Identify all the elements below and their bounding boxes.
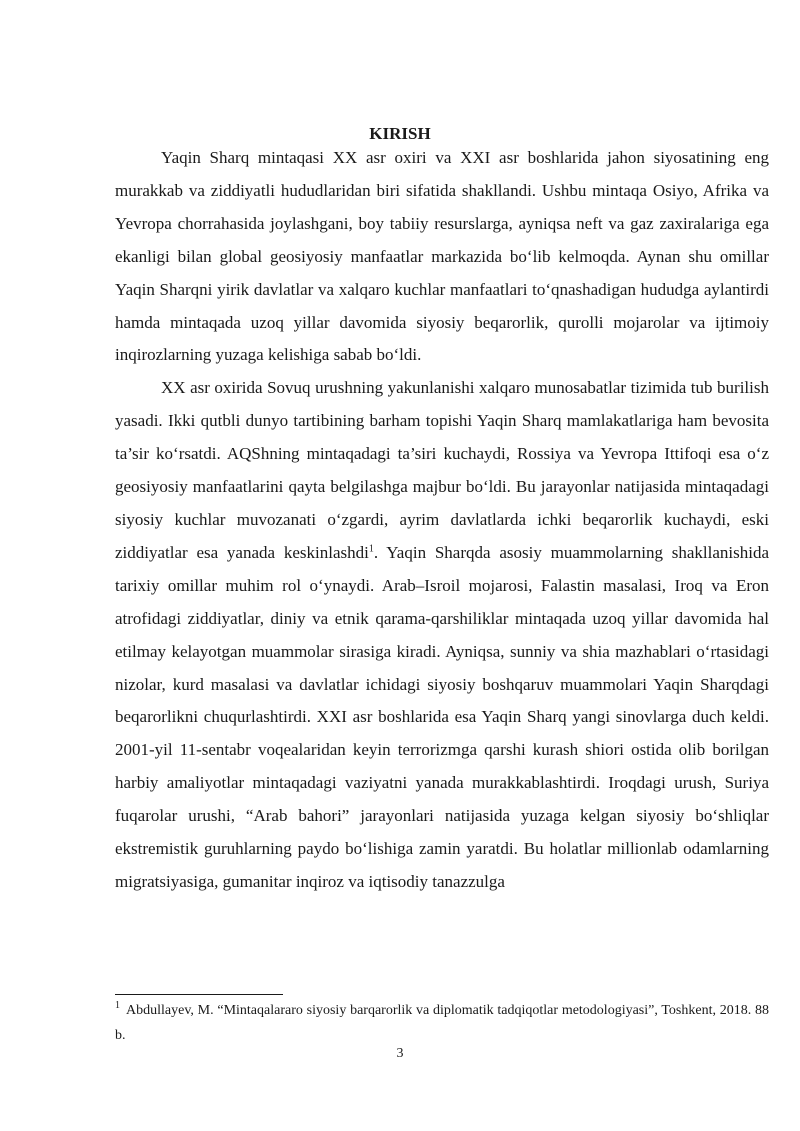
footnote	[115, 998, 769, 1048]
footnote-reference[interactable]: 1	[368, 543, 374, 555]
paragraph: Yaqin Sharq mintaqasi XX asr oxiri va XXI asr boshlarida jahon siyosatining eng murakkab va ziddiyatli hududlaridan biri sifatida shakllandi. Ushbu mintaqa Osiyo, Afrika va Yevropa chorrahasida joylashgani, boy tabiiy resurslarga, ayniqsa neft va gaz zaxiralariga ega ekanligi bilan global geosiyosiy manfaatlar markazida bo‘lib kelmoqda. Aynan shu omillar Yaqin Sharqni yirik davlatlar va xalqaro kuchlar manfaatlari to‘qnashadigan hududga aylantirdi hamda mintaqada uzoq yillar davomida siyosiy beqarorlik, qurolli mojarolar va ijtimoiy inqirozlarning yuzaga kelishiga sabab bo‘ldi.	[115, 148, 769, 365]
footnote-text: Abdullayev, M. “Mintaqalararo siyosiy barqarorlik va diplomatik tadqiqotlar metodologiyasi”, Toshkent, 2018. 88 b.	[115, 1003, 769, 1043]
footnote-number: 1	[115, 1000, 120, 1012]
paragraph	[115, 372, 769, 899]
paragraph-text: XX asr oxirida Sovuq urushning yakunlanishi xalqaro munosabatlar tizimida tub burilish yasadi. Ikki qutbli dunyo tartibining barham topishi Yaqin Sharq mamlakatlariga ham bevosita ta’sir ko‘rsatdi. AQShning mintaqadagi ta’siri kuchaydi, Rossiya va Yevropa Ittifoqi esa o‘z geosiyosiy manfaatlarini qayta belgilashga majbur bo‘ldi. Bu jarayonlar natijasida mintaqadagi siyosiy kuchlar muvozanati o‘zgardi, ayrim davlatlarda ichki beqarorlik kuchaydi, eski ziddiyatlar esa yanada keskinlashdi	[115, 378, 769, 562]
section-heading: KIRISH	[369, 124, 431, 143]
paragraph-text: . Yaqin Sharqda asosiy muammolarning shakllanishida tarixiy omillar muhim rol o‘ynaydi. Arab–Isroil mojarosi, Falastin masalasi, Iroq va Eron atrofidagi ziddiyatlar, diniy va etnik qarama-qarshiliklar mintaqada uzoq yillar davomida hal etilmay kelayotgan muammolar sirasiga kiradi. Ayniqsa, sunniy va shia mazhablari o‘rtasidagi nizolar, kurd masalasi va davlatlar ichidagi siyosiy boshqaruv muammolari Yaqin Sharqdagi beqarorlikni chuqurlashtirdi. XXI asr boshlarida esa Yaqin Sharq yangi sinovlarga duch keldi. 2001-yil 11-sentabr voqealaridan keyin terrorizmga qarshi kurash shiori ostida olib borilgan harbiy amaliyotlar mintaqadagi vaziyatni yanada murakkablashtirdi. Iroqdagi urush, Suriya fuqarolar urushi, “Arab bahori” jarayonlari natijasida yuzaga kelgan siyosiy bo‘shliqlar ekstremistik guruhlarning paydo bo‘lishiga zamin yaratdi. Bu holatlar millionlab odamlarning migratsiyasiga, gumanitar inqiroz va iqtisodiy tanazzulga	[115, 542, 769, 891]
footnote-separator	[115, 994, 283, 995]
body-text	[115, 142, 769, 899]
page-number: 3	[396, 1046, 404, 1061]
